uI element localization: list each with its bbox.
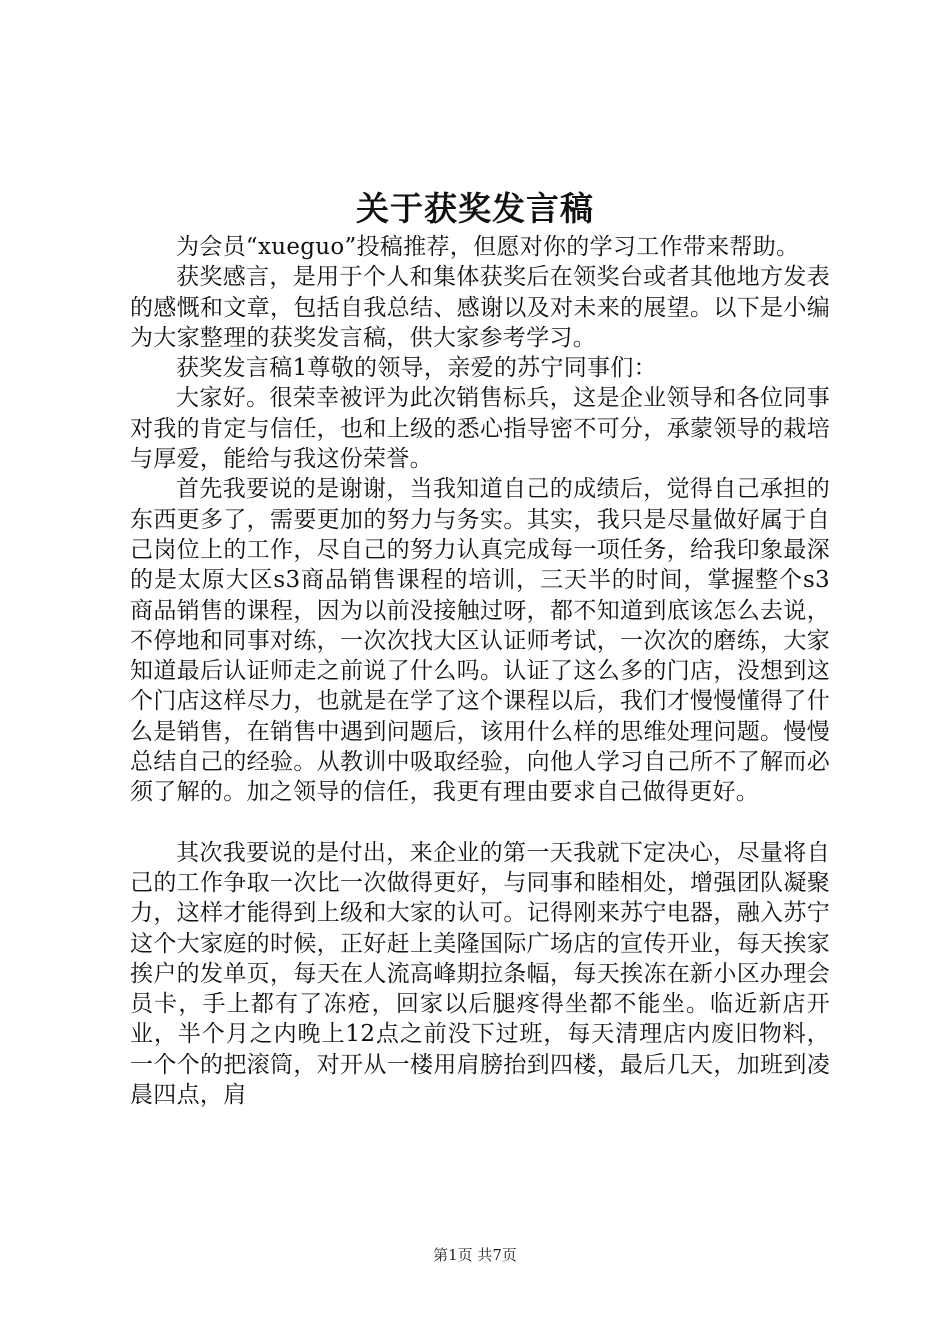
document-title: 关于获奖发言稿 [356, 189, 594, 228]
paragraph-spacer [130, 808, 830, 838]
document-body [130, 232, 830, 1110]
paragraph-greeting: 大家好。很荣幸被评为此次销售标兵，这是企业领导和各位同事对我的肯定与信任，也和上级的悉心指导密不可分，承蒙领导的栽培与厚爱，能给与我这份荣誉。 [130, 385, 830, 473]
page-footer: 第1页 共7页 [433, 1246, 517, 1264]
paragraph-effort: 其次我要说的是付出，来企业的第一天我就下定决心，尽量将自己的工作争取一次比一次做得更好，与同事和睦相处，增强团队凝聚力，这样才能得到上级和大家的认可。记得刚来苏宁电器，融入苏宁这个大家庭的时候，正好赶上美隆国际广场店的宣传开业，每天挨家挨户的发单页，每天在人流高峰期拉条幅，每天挨冻在新小区办理会员卡，手上都有了冻疮，回家以后腿疼得坐都不能坐。临近新店开业，半个月之内晚上12点之前没下过班，每天清理店内废旧物料，一个个的把滚筒，对开从一楼用肩膀抬到四楼，最后几天，加班到凌晨四点，肩 [130, 839, 830, 1109]
paragraph-salutation: 获奖发言稿1尊敬的领导，亲爱的苏宁同事们： [176, 355, 657, 382]
paragraph-intro: 为会员“xueguo”投稿推荐，但愿对你的学习工作带来帮助。 [176, 234, 800, 260]
paragraph-definition: 获奖感言，是用于个人和集体获奖后在领奖台或者其他地方发表的感慨和文章，包括自我总结、感谢以及对未来的展望。以下是小编为大家整理的获奖发言稿，供大家参考学习。 [130, 264, 830, 351]
paragraph-thanks: 首先我要说的是谢谢，当我知道自己的成绩后，觉得自己承担的东西更多了，需要更加的努力与务实。其实，我只是尽量做好属于自己岗位上的工作，尽自己的努力认真完成每一项任务，给我印象最深的是太原大区s3商品销售课程的培训，三天半的时间，掌握整个s3商品销售的课程，因为以前没接触过呀，都不知道到底该怎么去说，不停地和同事对练，一次次找大区认证师考试，一次次的磨练，大家知道最后认证师走之前说了什么吗。认证了这么多的门店，没想到这个门店这样尽力，也就是在学了这个课程以后，我们才慢慢懂得了什么是销售，在销售中遇到问题后，该用什么样的思维处理问题。慢慢总结自己的经验。从教训中吸取经验，向他人学习自己所不了解而必须了解的。加之领导的信任，我更有理由要求自己做得更好。 [130, 476, 830, 806]
